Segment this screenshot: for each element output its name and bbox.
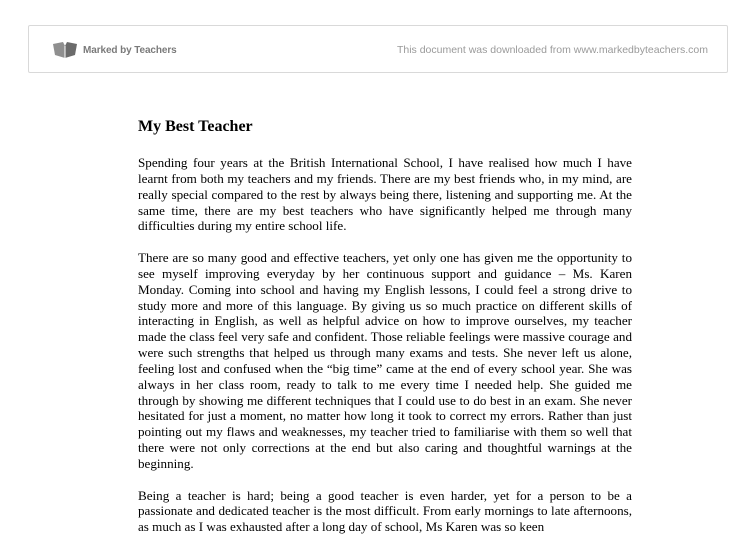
paragraph-2: There are so many good and effective teachers, yet only one has given me the opportunity to see myself improving everyday by her continuous support and guidance – Ms. Karen Monday. Coming into school and having my English lessons, I could feel a strong drive to study more and more of this language. By giving us so much practice on different skills of interacting in English, as well as helpful advice on how to improve ourselves, my teacher made the class feel very safe and confident. Those reliable feelings were massive courage and were such strengths that helped us through many exams and tests. She never left us alone, feeling lost and confused when the “big time” came at the end of every school year. She was always in her class room, ready to talk to me every time I needed help. She guided me through by showing me different techniques that I could use to do best in an exam. She never hesitated for just a moment, no matter how long it took to correct my errors. Rather than just pointing out my flaws and weaknesses, my teacher tried to familiarise with them so well that there were not only corrections at the end but also caring and thoughtful warnings at the beginning. xyxy=(138,250,632,471)
paragraph-1: Spending four years at the British International School, I have realised how much I have learnt from both my teachers and my friends. There are my best friends who, in my mind, are really special compared to the rest by always being there, listening and supporting me. At the same time, there are my best teachers who have significantly helped me through many difficulties during my entire school life. xyxy=(138,155,632,234)
logo-text: Marked by Teachers xyxy=(83,44,177,56)
book-logo-icon xyxy=(51,40,79,60)
site-header-bar xyxy=(28,25,728,73)
download-source-note: This document was downloaded from www.markedbyteachers.com xyxy=(396,44,708,56)
marked-by-teachers-logo[interactable] xyxy=(51,40,177,60)
document-body xyxy=(138,116,632,551)
document-title: My Best Teacher xyxy=(138,118,253,135)
paragraph-3: Being a teacher is hard; being a good teacher is even harder, yet for a person to be a passionate and dedicated teacher is the most difficult. From early mornings to late afternoons, as much as I was exhausted after a long day of school, Ms Karen was so keen xyxy=(138,487,632,535)
